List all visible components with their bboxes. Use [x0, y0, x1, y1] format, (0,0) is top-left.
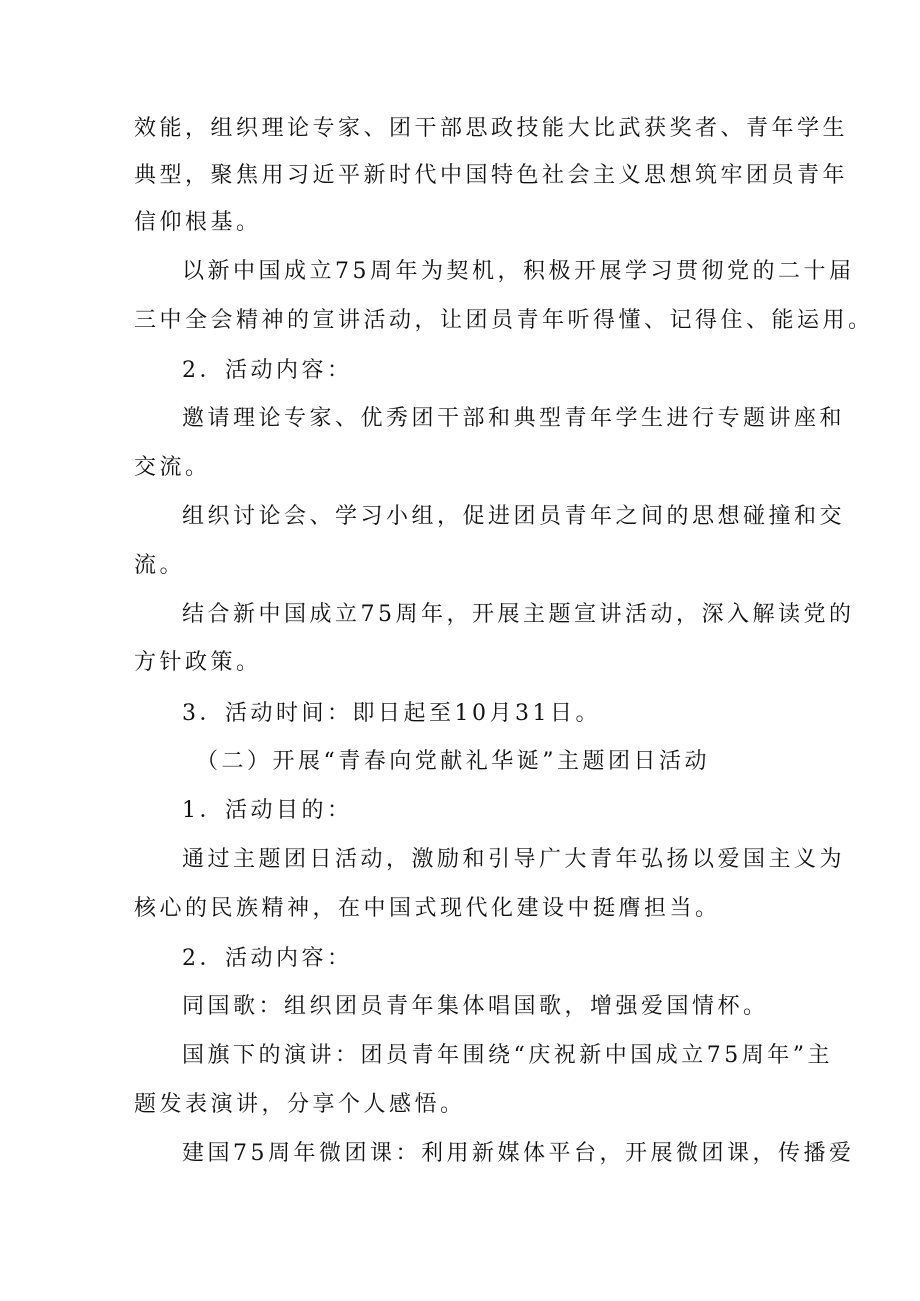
numbered-heading: 2．活动内容：	[182, 946, 353, 971]
section-heading: （二）开展“青春向党献礼华诞”主题团日活动	[196, 749, 710, 774]
numbered-heading: 1．活动目的：	[182, 798, 353, 823]
body-text-line: 通过主题团日活动，激励和引导广大青年弘扬以爱国主义为	[182, 847, 846, 872]
body-text-line: 国旗下的演讲：团员青年围绕“庆祝新中国成立75周年”主	[182, 1043, 833, 1068]
body-text-line: 同国歌：组织团员青年集体唱国歌，增强爱国情杯。	[182, 994, 769, 1019]
numbered-heading: 3．活动时间：即日起至10月31日。	[182, 701, 601, 726]
body-text-line: 方针政策。	[134, 650, 262, 675]
body-text-line: 交流。	[134, 455, 211, 480]
body-text-line: 建国75周年微团课：利用新媒体平台，开展微团课，传播爱	[182, 1141, 855, 1166]
body-text-line: 典型，聚焦用习近平新时代中国特色社会主义思想筑牢团员青年	[134, 163, 849, 188]
body-text-line: 核心的民族精神，在中国式现代化建设中挺膺担当。	[134, 896, 721, 921]
numbered-heading: 2．活动内容：	[182, 358, 353, 383]
body-text-line: 结合新中国成立75周年，开展主题宣讲活动，深入解读党的	[182, 602, 855, 627]
body-text-line: 流。	[134, 553, 186, 578]
body-text-line: 信仰根基。	[134, 210, 262, 235]
body-text-line: 三中全会精神的宣讲活动，让团员青年听得懂、记得住、能运用。	[134, 308, 874, 333]
body-text-line: 效能，组织理论专家、团干部思政技能大比武获奖者、青年学生	[134, 116, 849, 141]
body-text-line: 邀请理论专家、优秀团干部和典型青年学生进行专题讲座和	[182, 406, 846, 431]
body-text-line: 组织讨论会、学习小组，促进团员青年之间的思想碰撞和交	[182, 504, 846, 529]
body-text-line: 题发表演讲，分享个人感悟。	[134, 1092, 466, 1117]
body-text-line: 以新中国成立75周年为契机，积极开展学习贯彻党的二十届	[182, 259, 855, 284]
